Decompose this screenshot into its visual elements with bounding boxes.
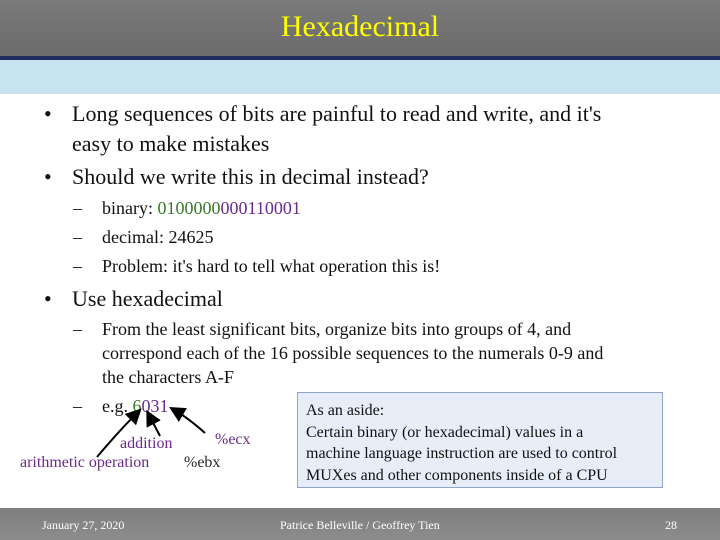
aside-line-4: MUXes and other components inside of a CPU xyxy=(306,466,608,484)
dash: – xyxy=(73,396,82,416)
hex-digits-31: 31 xyxy=(150,396,169,416)
example-label: e.g. xyxy=(102,396,133,416)
dash: – xyxy=(73,198,82,218)
aside-line-1: As an aside: xyxy=(306,402,385,419)
group-bits-line3: the characters A-F xyxy=(102,367,234,387)
aside-line-3: machine language instruction are used to control xyxy=(306,445,618,462)
footer-authors: Patrice Belleville / Geoffrey Tien xyxy=(280,518,440,532)
aside-line-2: Certain binary (or hexadecimal) values in a xyxy=(306,423,584,441)
bullet-dot: • xyxy=(44,286,52,311)
footer-date: January 27, 2020 xyxy=(42,518,125,532)
annotation-addition: addition xyxy=(120,435,173,452)
bullet-dot: • xyxy=(44,101,52,126)
dash: – xyxy=(73,227,82,247)
footer-page-number: 28 xyxy=(665,518,677,532)
arrow-to-0 xyxy=(150,417,160,436)
decimal-text: decimal: 24625 xyxy=(102,227,214,247)
slide-title: Hexadecimal xyxy=(280,10,440,43)
bullet-text-line1: Long sequences of bits are painful to read and write, and it's xyxy=(72,101,602,126)
group-bits-line1: From the least significant bits, organize bits into groups of 4, and xyxy=(102,319,572,339)
group-bits-line2: correspond each of the 16 possible sequences to the numerals 0-9 and xyxy=(102,343,604,363)
binary-part-1: 0100000 xyxy=(157,198,221,218)
annotation-arithmetic: arithmetic operation xyxy=(20,454,150,471)
bullet-text: Use hexadecimal xyxy=(72,286,223,311)
problem-text: Problem: it's hard to tell what operation this is! xyxy=(102,256,441,276)
bullet-dot: • xyxy=(44,164,52,189)
binary-part-2: 000 xyxy=(220,198,248,218)
binary-part-3: 110001 xyxy=(247,198,301,218)
aside-box xyxy=(297,392,663,488)
binary-label: binary: xyxy=(102,198,158,218)
bullet-text: Should we write this in decimal instead? xyxy=(72,164,429,189)
dash: – xyxy=(73,256,82,276)
annotation-ecx: %ecx xyxy=(215,431,251,448)
hex-digit-0: 0 xyxy=(141,396,151,416)
hex-digit-6: 6 xyxy=(132,396,142,416)
annotation-ebx: %ebx xyxy=(184,454,221,471)
dash: – xyxy=(73,319,82,339)
bullet-text-line2: easy to make mistakes xyxy=(72,131,270,156)
arrow-to-3 xyxy=(176,411,205,433)
